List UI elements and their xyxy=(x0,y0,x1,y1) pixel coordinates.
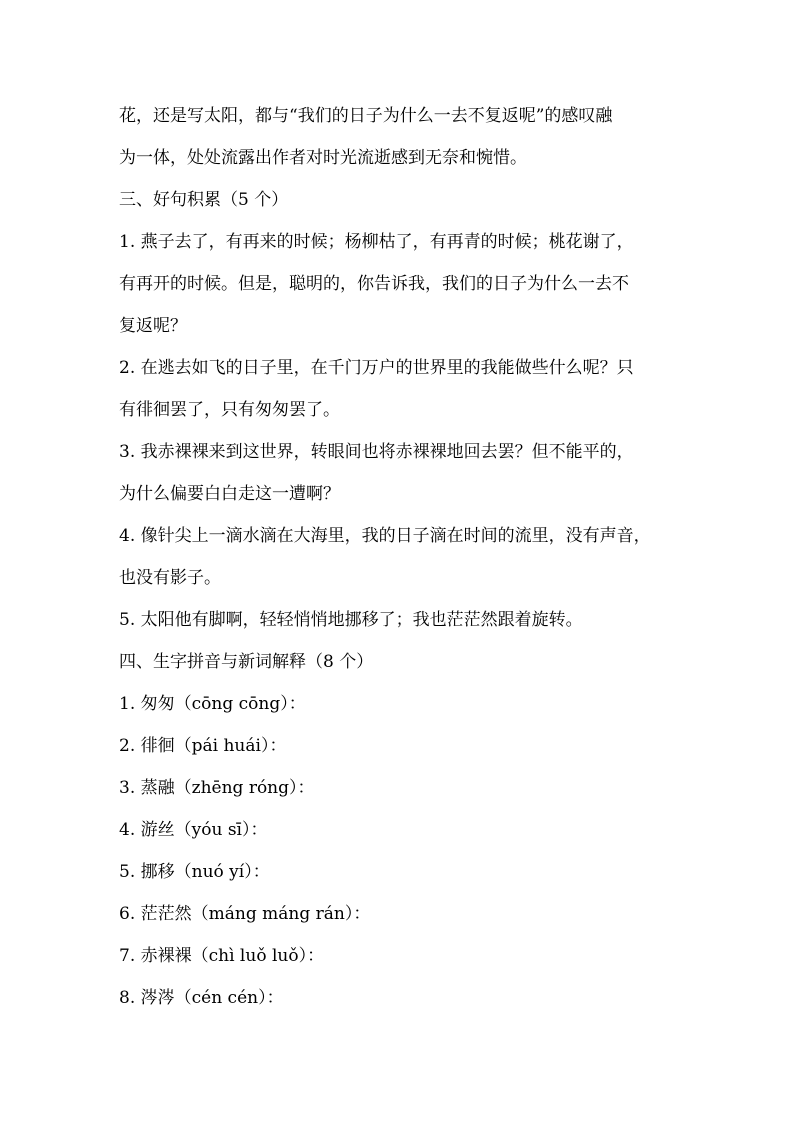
sentence-line: 5. 太阳他有脚啊，轻轻悄悄地挪移了；我也茫茫然跟着旋转。 xyxy=(119,610,583,630)
intro-line-1: 花，还是写太阳，都与“我们的日子为什么一去不复返呢”的感叹融 xyxy=(119,106,613,126)
vocab-item: 2. 徘徊（pái huái）： xyxy=(119,736,287,756)
section-heading-good-sentences: 三、好句积累（5 个） xyxy=(119,190,289,210)
section-heading-vocabulary: 四、生字拼音与新词解释（8 个） xyxy=(119,652,374,672)
sentence-line: 有再开的时候。但是，聪明的，你告诉我，我们的日子为什么一去不 xyxy=(119,274,629,294)
vocab-item: 5. 挪移（nuó yí）： xyxy=(119,862,270,882)
intro-line-2: 为一体，处处流露出作者对时光流逝感到无奈和惋惜。 xyxy=(119,148,527,168)
vocab-item: 8. 涔涔（cén cén）： xyxy=(119,988,284,1008)
sentence-line: 也没有影子。 xyxy=(119,568,221,588)
vocab-item: 4. 游丝（yóu sī）： xyxy=(119,820,268,840)
sentence-line: 4. 像针尖上一滴水滴在大海里，我的日子滴在时间的流里，没有声音， xyxy=(119,526,651,546)
sentence-line: 复返呢？ xyxy=(119,316,187,336)
sentence-line: 1. 燕子去了，有再来的时候；杨柳枯了，有再青的时候；桃花谢了， xyxy=(119,232,634,252)
sentence-line: 2. 在逃去如飞的日子里，在千门万户的世界里的我能做些什么呢？只 xyxy=(119,358,634,378)
sentence-line: 为什么偏要白白走这一遭啊？ xyxy=(119,484,340,504)
vocab-item: 3. 蒸融（zhēng róng）： xyxy=(119,778,315,798)
sentence-line: 3. 我赤裸裸来到这世界，转眼间也将赤裸裸地回去罢？但不能平的， xyxy=(119,442,634,462)
vocab-item: 6. 茫茫然（máng máng rán）： xyxy=(119,904,371,924)
vocab-item: 1. 匆匆（cōng cōng）： xyxy=(119,694,306,714)
sentence-line: 有徘徊罢了，只有匆匆罢了。 xyxy=(119,400,340,420)
vocab-item: 7. 赤裸裸（chì luǒ luǒ）： xyxy=(119,946,325,966)
